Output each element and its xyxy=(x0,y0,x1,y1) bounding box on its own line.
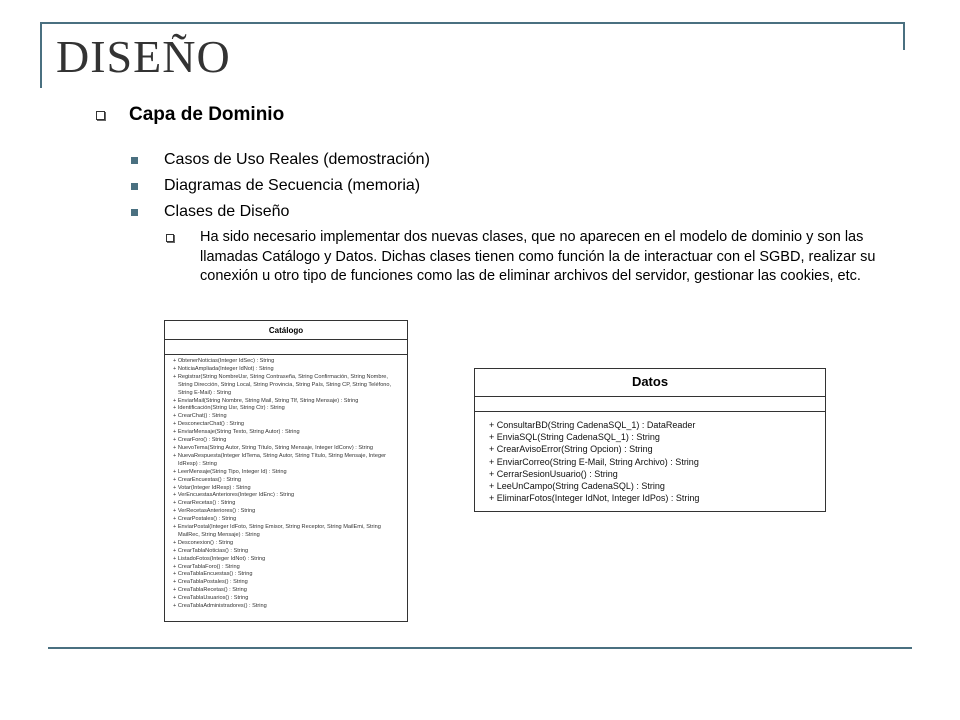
list-item-text: Clases de Diseño xyxy=(164,203,290,220)
operation-line: + EnviarMensaje(String Texto, String Autor) : String xyxy=(173,429,300,436)
operation-line: + Registrar(String NombreUsr, String Contraseña, String Confirmación, String Nombre, xyxy=(173,373,388,380)
operation-line: + Identificación(String Usr, String Ctr) : String xyxy=(173,405,285,412)
operation-line: + EliminarFotos(Integer IdNot, Integer IdPos) : String xyxy=(489,493,700,504)
operation-line: + Votar(Integer IdResp) : String xyxy=(173,484,251,491)
bottom-border-line xyxy=(48,647,912,649)
datos-class-name: Datos xyxy=(475,369,825,397)
operation-line: + CrearAvisoError(String Opcion) : String xyxy=(489,444,653,455)
list-item xyxy=(131,151,430,169)
heading-item xyxy=(96,104,284,126)
operation-line: + VerRecetasAnteriores() : String xyxy=(173,508,256,515)
datos-class-diagram xyxy=(474,368,826,512)
square-bullet-icon xyxy=(96,111,105,120)
operation-line: + EnviarCorreo(String E-Mail, String Archivo) : String xyxy=(489,456,699,467)
list-item xyxy=(131,177,420,195)
heading-text: Capa de Dominio xyxy=(129,104,285,125)
operation-line: + NoticiaAmpliada(Integer IdNot) : String xyxy=(173,365,274,372)
operation-line: + CrearTablaForo() : String xyxy=(173,563,240,570)
list-item xyxy=(131,203,289,221)
note-item xyxy=(166,228,876,287)
operation-line: + CrearTablaNoticias() : String xyxy=(173,547,249,554)
operation-line: + NuevoTema(String Autor, String Título, String Mensaje, Integer IdConv) : String xyxy=(173,444,373,451)
operation-line: String Dirección, String Local, String Provincia, String País, String CP, String Teléfono, xyxy=(178,381,392,388)
filled-square-bullet-icon xyxy=(131,157,138,164)
slide-title: DISEÑO xyxy=(56,31,231,82)
operation-line: + CreaTablaAdministradores() : String xyxy=(173,603,267,610)
operation-line: + CrearEncuestas() : String xyxy=(173,476,241,483)
operation-line: + CrearChat() : String xyxy=(173,413,227,420)
left-border-line xyxy=(40,22,42,88)
operation-line: + EnviaSQL(String CadenaSQL_1) : String xyxy=(489,432,660,443)
operation-line: + LeerMensaje(String Tipo, Integer Id) : String xyxy=(173,468,287,475)
operation-line: + CrearPostales() : String xyxy=(173,516,237,523)
datos-operations xyxy=(475,412,825,511)
operation-line: IdResp) : String xyxy=(178,460,217,467)
operation-line: + EnviarMail(String Nombre, String Mail, String Tlf, String Mensaje) : String xyxy=(173,397,359,404)
operation-line: String E-Mail) : String xyxy=(178,389,232,396)
operation-line: MailRec, String Mensaje) : String xyxy=(178,531,260,538)
operation-line: + CreaTablaPostales() : String xyxy=(173,579,248,586)
operation-line: + ListadoFotos(Integer IdNot) : String xyxy=(173,555,266,562)
datos-attributes-compartment xyxy=(475,397,825,412)
filled-square-bullet-icon xyxy=(131,183,138,190)
operation-line: + CrearRecetas() : String xyxy=(173,500,236,507)
square-bullet-icon xyxy=(166,234,174,242)
filled-square-bullet-icon xyxy=(131,209,138,216)
list-item-text: Diagramas de Secuencia (memoria) xyxy=(164,177,421,194)
operation-line: + NuevaRespuesta(Integer IdTema, String Autor, String Título, String Mensaje, Integer xyxy=(173,452,387,459)
operation-line: + CreaTablaUsuarios() : String xyxy=(173,595,249,602)
operation-line: + LeeUnCampo(String CadenaSQL) : String xyxy=(489,481,665,492)
catalogo-attributes-compartment xyxy=(165,340,407,355)
operation-line: + ConsultarBD(String CadenaSQL_1) : DataReader xyxy=(489,420,696,430)
catalogo-class-diagram xyxy=(164,320,408,622)
operation-line: + CrearForo() : String xyxy=(173,437,227,444)
catalogo-operations xyxy=(165,355,407,614)
operation-line: + CerrarSesionUsuario() : String xyxy=(489,468,618,479)
operation-line: + EnviarPostal(Integer IdFoto, String Emisor, String Receptor, String MailEmi, String xyxy=(173,524,381,531)
list-item-text: Casos de Uso Reales (demostración) xyxy=(164,151,430,168)
operation-line: + VerEncuestasAnteriores(Integer IdEnc) : String xyxy=(173,492,295,499)
operation-line: + CreaTablaEncuestas() : String xyxy=(173,571,253,578)
top-border-line xyxy=(40,22,904,24)
operation-line: + ObtenerNoticias(Integer IdSec) : String xyxy=(173,358,275,364)
note-text: Ha sido necesario implementar dos nuevas clases, que no aparecen en el modelo de dominio y son las llamadas Catálogo y Datos. Dichas clases tienen como función la de interactuar con el SGBD, realizar su conexión u otro tipo de funciones como las de eliminar archivos del servidor, gestionar las cookies, etc. xyxy=(200,229,876,284)
catalogo-class-name: Catálogo xyxy=(165,321,407,340)
operation-line: + DesconectarChat() : String xyxy=(173,421,245,428)
operation-line: + Desconexion() : String xyxy=(173,539,234,546)
operation-line: + CreaTablaRecetas() : String xyxy=(173,587,247,594)
right-border-line xyxy=(903,22,905,50)
